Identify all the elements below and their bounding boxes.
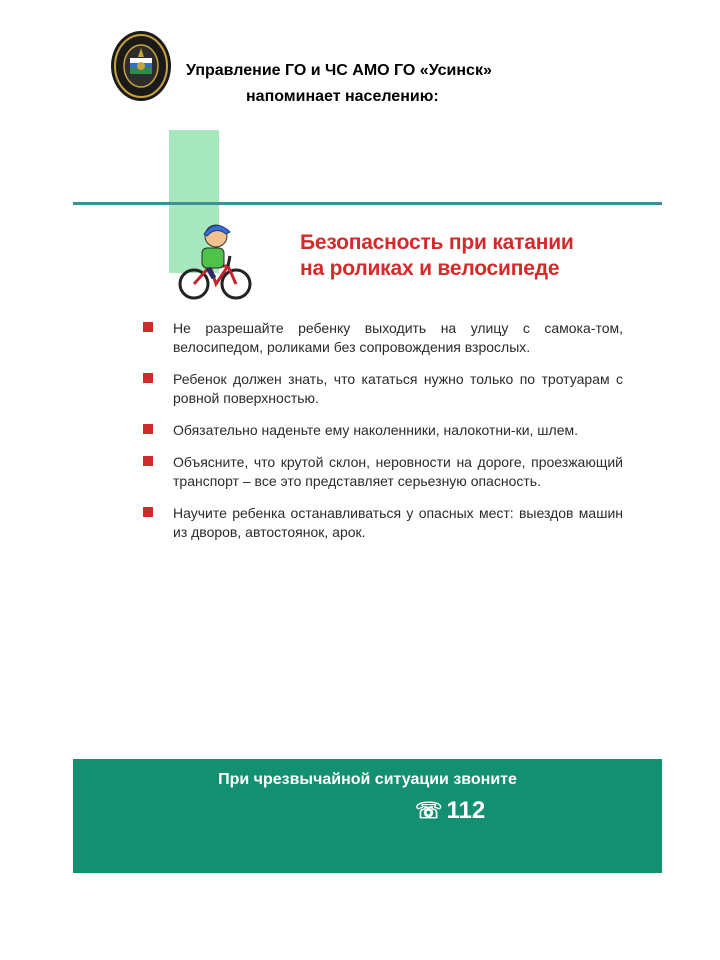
emergency-text: При чрезвычайной ситуации звоните [218,771,517,788]
rule-text: Не разрешайте ребенку выходить на улицу с самока-том, велосипедом, роликами без сопровождения взрослых. [173,320,623,355]
list-item [143,421,623,440]
emergency-phone [415,797,485,825]
rule-text: Научите ребенка останавливаться у опасных мест: выездов машин из дворов, автостоянок, арок. [173,505,623,540]
phone-icon: ☏ [415,798,443,823]
rule-text: Объясните, что крутой склон, неровности на дороге, проезжающий транспорт – все это представляет серьезную опасность. [173,454,623,489]
list-item [143,453,623,491]
header-reminder: напоминает населению: [246,88,439,105]
poster-title-line2: на роликах и велосипеде [300,257,560,280]
bullet-square-icon [143,456,153,466]
header-organization: Управление ГО и ЧС АМО ГО «Усинск» [186,62,492,79]
divider-line [73,202,662,205]
poster-title [300,230,574,282]
poster-title-line1: Безопасность при катании [300,231,574,254]
phone-number: 112 [446,797,486,824]
list-item [143,504,623,542]
bullet-square-icon [143,322,153,332]
rule-text: Обязательно наденьте ему наколенники, налокотни-ки, шлем. [173,422,579,438]
bullet-square-icon [143,424,153,434]
list-item [143,370,623,408]
rule-text: Ребенок должен знать, что кататься нужно только по тротуарам с ровной поверхностью. [173,371,623,406]
emergency-footer [73,759,662,873]
bullet-square-icon [143,373,153,383]
child-on-bicycle-icon [174,214,254,304]
safety-rules-list [143,319,623,555]
bullet-square-icon [143,507,153,517]
list-item [143,319,623,357]
emblem-seal-icon [110,30,172,102]
